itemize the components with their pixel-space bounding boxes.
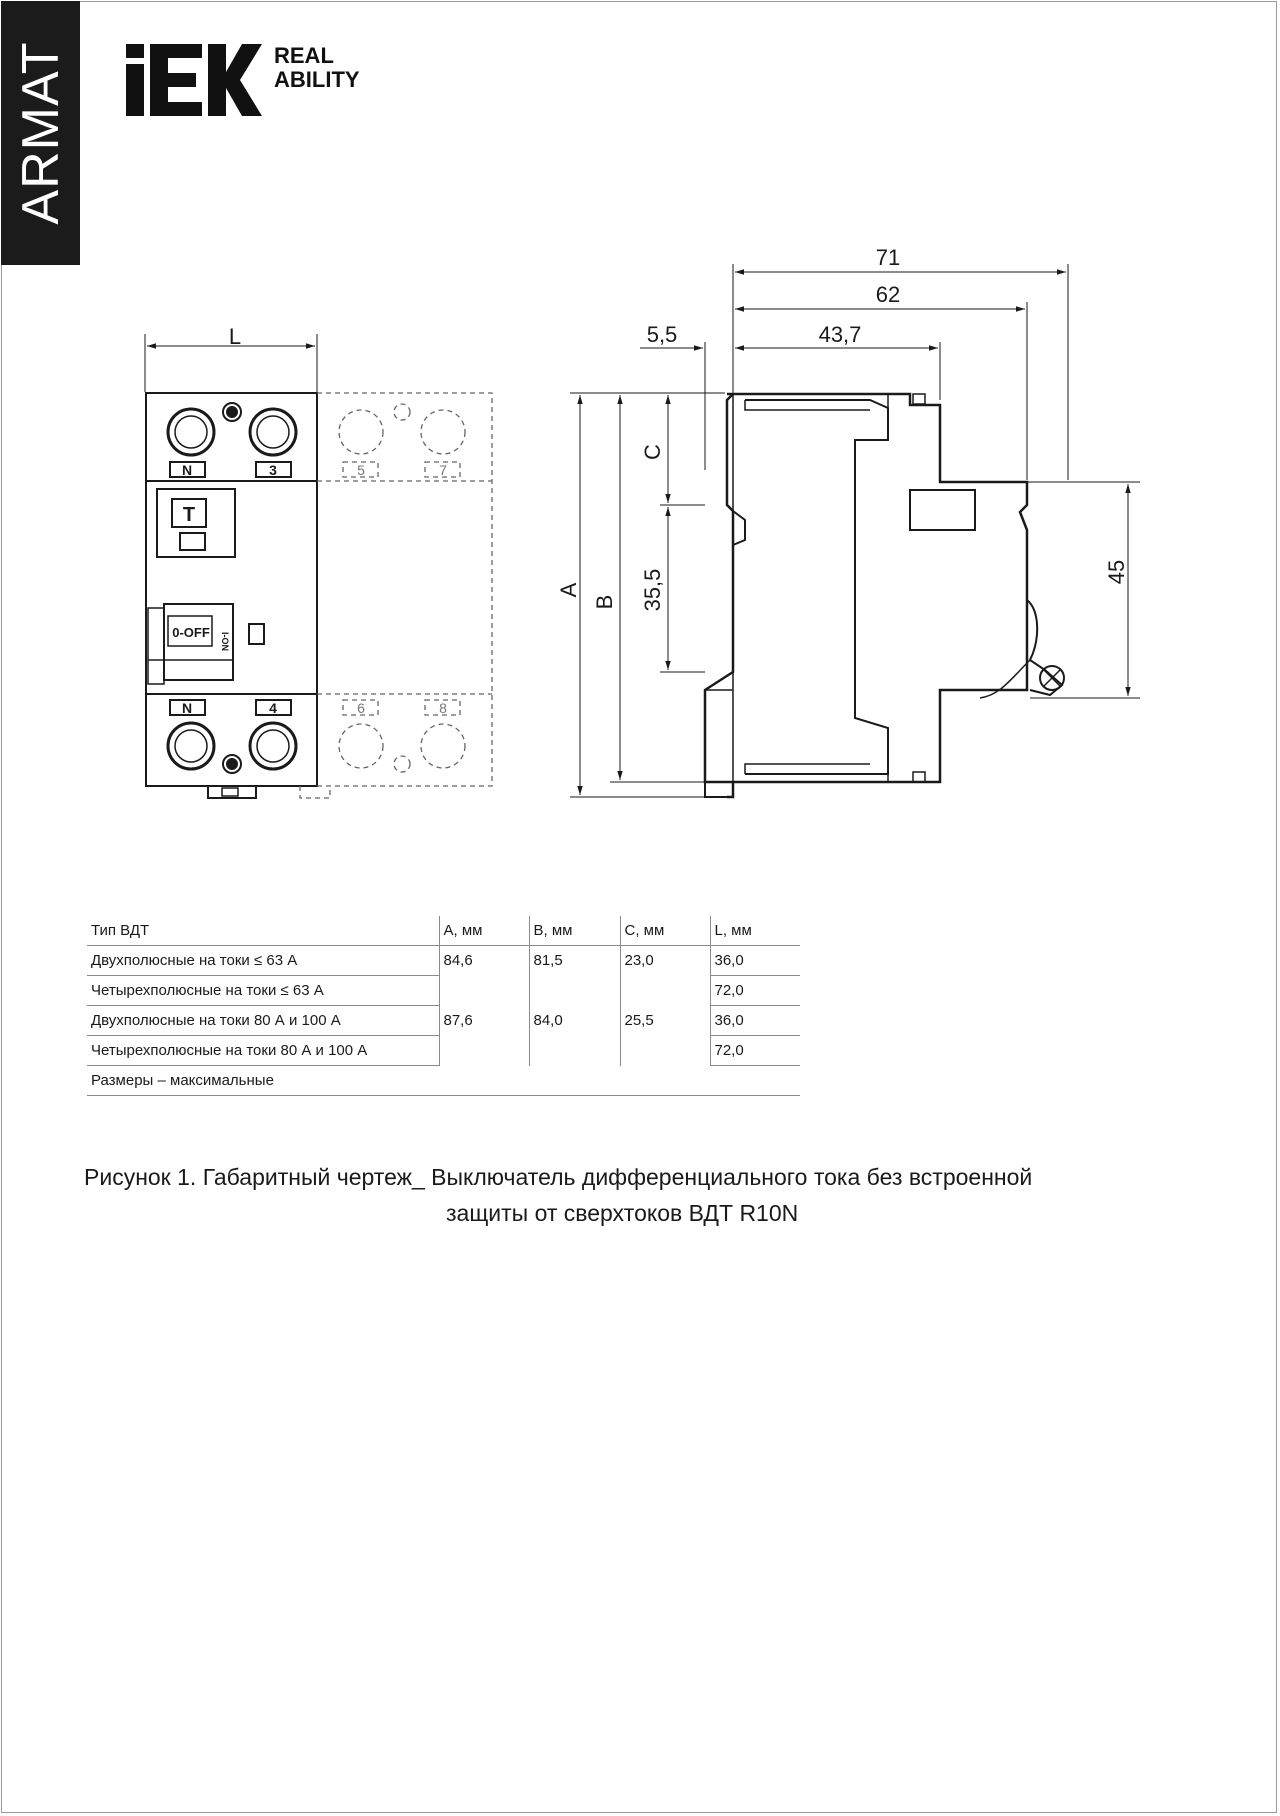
dimensional-drawing [0,0,1280,820]
dim-45-label: 45 [1104,559,1129,585]
table-footnote: Размеры – максимальные [87,1066,800,1096]
tagline-ability: ABILITY [274,67,360,92]
table-cell-c: 23,0 [620,946,710,1006]
dim-a-label: A [556,582,581,598]
switch-label: 0-OFF [172,625,210,640]
table-cell-type: Четырехполюсные на токи ≤ 63 А [87,976,439,1006]
dim-l-label: L [228,324,242,349]
caption-line-1: Рисунок 1. Габаритный чертеж_ Выключатель дифференциального тока без встроенной [84,1164,1033,1190]
table-cell-l: 36,0 [710,946,800,976]
terminal-ghost-5: 5 [357,462,365,478]
terminal-top-3: 3 [269,462,277,478]
table-cell-b: 81,5 [529,946,620,1006]
test-button-label: T [182,504,196,526]
terminal-ghost-8: 8 [439,700,447,716]
table-cell-c: 25,5 [620,1006,710,1066]
table-footnote-row [87,1066,800,1096]
dim-b-label: B [592,594,617,610]
table-cell-l: 72,0 [710,1036,800,1066]
terminal-bottom-n: N [181,700,193,716]
table-row [87,946,800,976]
table-cell-a: 87,6 [439,1006,529,1066]
table-row [87,1006,800,1036]
tagline-real: REAL [274,43,334,68]
table-cell-l: 36,0 [710,1006,800,1036]
terminal-ghost-6: 6 [357,700,365,716]
terminal-bottom-4: 4 [269,700,277,716]
table-header: С, мм [620,916,710,946]
terminal-ghost-7: 7 [439,462,447,478]
table-header: Тип ВДТ [87,916,439,946]
caption-line-2: защиты от сверхтоков ВДТ R10N [446,1200,799,1226]
dim-437-label: 43,7 [818,322,862,347]
side-tab-label: ARMAT [12,41,70,225]
table-header: L, мм [710,916,800,946]
switch-side-marks: I-ON [220,632,230,651]
dim-c-label: C [640,444,665,460]
table-cell-type: Четырехполюсные на токи 80 А и 100 А [87,1036,439,1066]
table-header: А, мм [439,916,529,946]
table-cell-l: 72,0 [710,976,800,1006]
dim-355-label: 35,5 [640,568,665,612]
table-cell-type: Двухполюсные на токи ≤ 63 А [87,946,439,976]
table-cell-type: Двухполюсные на токи 80 А и 100 А [87,1006,439,1036]
dimensions-table [87,916,800,1096]
dim-55-label: 5,5 [646,322,678,347]
front-view [145,334,492,798]
table-header: В, мм [529,916,620,946]
terminal-top-n: N [181,462,193,478]
table-header-row [87,916,800,946]
dim-71-label: 71 [875,245,901,270]
dim-62-label: 62 [875,282,901,307]
table-cell-a: 84,6 [439,946,529,1006]
table-cell-b: 84,0 [529,1006,620,1066]
